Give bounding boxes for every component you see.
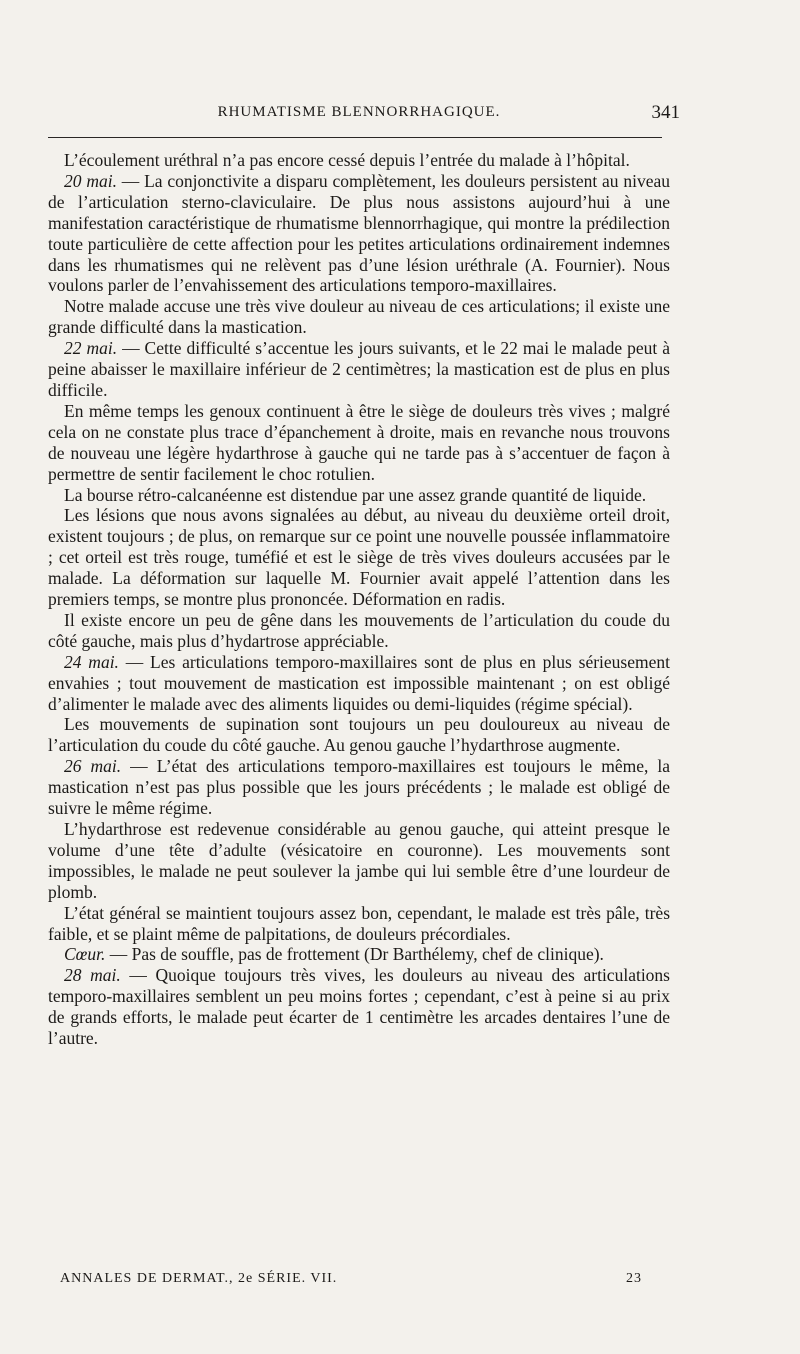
paragraph	[48, 338, 670, 401]
paragraph-text: L’écoulement uréthral n’a pas encore cessé depuis l’entrée du malade à l’hôpital.	[64, 150, 630, 170]
header-rule	[48, 137, 662, 138]
paragraph	[48, 652, 670, 715]
date-lead: 26 mai.	[64, 756, 122, 777]
paragraph	[48, 756, 670, 819]
date-lead: 22 mai.	[64, 338, 118, 359]
signature-mark: 23	[626, 1271, 642, 1286]
paragraph-text: En même temps les genoux continuent à être le siège de douleurs très vives ; malgré cela on ne constate plus trace d’épanchement à droite, mais en revanche nous trouvons de nouveau une légère hydarthrose à gauche qui ne tarde pas à s’accentuer de façon à permettre de sentir facilement le choc rotulien.	[48, 400, 670, 484]
paragraph	[48, 485, 670, 506]
paragraph	[48, 944, 670, 965]
paragraph-text: Il existe encore un peu de gêne dans les mouvements de l’articulation du coude du côté gauche, mais plus d’hydartrose appréciable.	[48, 609, 670, 651]
running-header	[48, 102, 680, 128]
paragraph	[48, 296, 670, 338]
running-title: RHUMATISME BLENNORRHAGIQUE.	[217, 104, 501, 120]
paragraph-text: — Quoique toujours très vives, les douleurs au niveau des articulations temporo-maxillaires semblent un peu moins fortes ; cependant, c’est à peine si au prix de grands efforts, le malade peut écarter de 1 centimètre les arcades dentaires l’une de l’autre.	[48, 965, 670, 1049]
journal-footer: ANNALES DE DERMAT., 2e SÉRIE. VII.	[60, 1271, 338, 1286]
paragraph-text: La bourse rétro-calcanéenne est distendue par une assez grande quantité de liquide.	[64, 484, 647, 505]
paragraph	[48, 401, 670, 485]
paragraph	[48, 965, 670, 1049]
date-lead: 24 mai.	[64, 651, 119, 672]
body-text	[48, 150, 670, 1049]
date-lead: Cœur.	[64, 944, 106, 965]
date-lead: 20 mai.	[64, 170, 117, 191]
paragraph-text: Les lésions que nous avons signalées au début, au niveau du deuxième orteil droit, existent toujours ; de plus, on remarque sur ce point une nouvelle poussée inflammatoire ; cet orteil est très rouge, tuméfié et est le siège de très vives douleurs accusées par le malade. La déformation sur laquelle M. Fournier avait appelé l’attention dans les premiers temps, se montre plus prononcée. Déformation en radis.	[48, 505, 670, 610]
paragraph-text: L’état général se maintient toujours assez bon, cependant, le malade est très pâle, très faible, et se plaint même de palpitations, de douleurs précordiales.	[48, 902, 670, 944]
paragraph-text: Notre malade accuse une très vive douleur au niveau de ces articulations; il existe une grande difficulté dans la mastication.	[48, 296, 670, 338]
paragraph-text: Les mouvements de supination sont toujours un peu douloureux au niveau de l’articulation du coude du côté gauche. Au genou gauche l’hydarthrose augmente.	[48, 714, 670, 756]
paragraph-text: — La conjonctivite a disparu complètement, les douleurs persistent au niveau de l’articulation sterno-claviculaire. De plus nous assistons aujourd’hui à une manifestation caractéristique de rhumatisme blennorrhagique, qui montre la prédilection toute particulière de cette affection pour les petites articulations ordinairement indemnes dans les rhumatismes qui ne relèvent pas d’une lésion uréthrale (A. Fournier). Nous voulons parler de l’envahissement des articulations temporo-maxillaires.	[48, 170, 670, 296]
page-number: 341	[651, 102, 680, 123]
paragraph	[48, 903, 670, 945]
paragraph	[48, 819, 670, 903]
date-lead: 28 mai.	[64, 965, 121, 986]
paragraph-text: L’hydarthrose est redevenue considérable au genou gauche, qui atteint presque le volume d’une tête d’adulte (vésicatoire en couronne). Les mouvements sont impossibles, le malade ne peut soulever la jambe qui lui semble être d’une lourdeur de plomb.	[48, 819, 670, 902]
paragraph-text: — Cette difficulté s’accentue les jours suivants, et le 22 mai le malade peut à peine abaisser le maxillaire inférieur de 2 centimètres; la mastication est de plus en plus difficile.	[48, 338, 671, 400]
paragraph	[48, 610, 670, 652]
paragraph	[48, 171, 670, 296]
paragraph-text: — Pas de souffle, pas de frottement (Dr Barthélemy, chef de clinique).	[105, 944, 604, 965]
paragraph	[48, 150, 670, 171]
paragraph-text: — L’état des articulations temporo-maxillaires est toujours le même, la mastication n’est pas plus possible que les jours précédents ; le malade est obligé de suivre le même régime.	[48, 756, 671, 819]
paragraph	[48, 714, 670, 756]
paragraph-text: — Les articulations temporo-maxillaires sont de plus en plus sérieusement envahies ; tout mouvement de mastication est impossible maintenant ; on est obligé d’alimenter le malade avec des aliments liquides ou demi-liquides (régime spécial).	[48, 651, 671, 714]
paragraph	[48, 505, 670, 610]
